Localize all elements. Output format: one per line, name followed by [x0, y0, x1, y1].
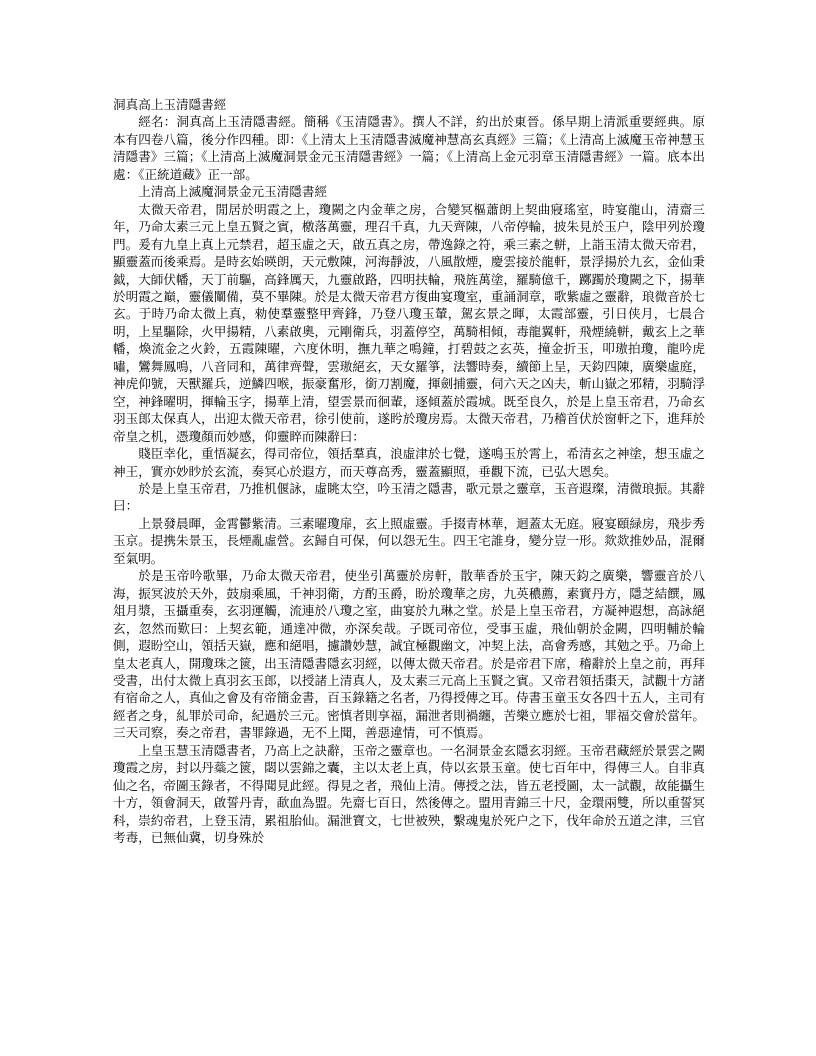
body-paragraph-3: 於是上皇玉帝君，乃推机偃詠，虛眺太空，吟玉清之隱書，歌元景之靈章，玉音遐璨，清微琅振。其辭曰：	[113, 480, 705, 514]
bibliographic-note-paragraph: 經名：洞真高上玉清隱書經。簡稱《玉清隱書》。撰人不詳，約出於東晉。係早期上清派重要經典。原本有四卷八篇，後分作四種。即：《上清太上玉清隱書滅魔神慧高玄真經》三篇；《上清高上滅魔玉帝神慧玉清隱書》三篇；《上清高上滅魔洞景金元玉清隱書經》一篇；《上清高上金元羽章玉清隱書經》一篇。底本出處：《正統道藏》正一部。	[113, 114, 705, 182]
body-paragraph-2: 賤臣幸化，重悟凝玄，得司帝位，領括羣真，浪虛津於七覺，遂鳴玉於霄上，希清玄之神塗，想玉虛之神王，實亦妙眇於玄流，奏冥心於遐方，而天尊高秀，靈蓋顯照，垂觀下流，已弘大恩矣。	[113, 446, 705, 479]
section-heading: 上清高上滅魔洞景金元玉清隱書經	[138, 184, 328, 200]
body-paragraph-5: 上皇玉慧玉清隱書者，乃高上之訣辭，玉帝之靈章也。一名洞景金玄隱玄羽經。玉帝君藏經於景雲之闕瓊霞之房，封以丹蘂之篋，閟以雲錦之囊，主以太老上真，侍以玄景玉童。使七百年中，得傳三人。自非真仙之名，帝圖玉錄者，不得聞見此經。得見之者，飛仙上清。傳授之法，皆五老授圖，太一試觀，故能攝生十方，領會洞天，啟誓丹青，歃血為盟。先齋七百日，然後傳之。盟用青錦三十尺，金環兩雙，所以重誓冥科，崇約帝君，上登玉清，累祖胎仙。漏泄寶文，七世被殃，繫魂鬼於死户之下，伐年命於五道之津，三官考毒，已無仙冀，切身殊於	[113, 742, 705, 846]
body-paragraph-1: 太微天帝君，閒居於明霞之上，瓊闕之内金華之房，合變冥樞蕭朗上契曲寢瑤室，時宴龍山，清齋三年，乃命太素三元上皇五賢之賓，檄落萬靈，理召千真，九天齊陳，八帝停輪，披朱見於玉户，陰甲列於瓊門。爰有九皇上真上元禁君，超玉虛之天，啟五真之房，帶逸錄之符，乘三素之軿，上詣玉清太微天帝君，顯靈蓋而後乘焉。是時玄始暎朗，天元敷陳，河海靜波，八風散煙，慶雲接於龍軒，景浮揚於九玄，金仙秉鉞，大師伏幡，天丁前驅，高鋒厲天，九靈啟路，四明扶輪，飛旌萬塗，羅騎億千，躑躅於瓊闕之下，揚華於明霞之巔，靈儀闡備，莫不畢陳。於是太微天帝君方復曲宴瓊室，重誦洞章，歌紫虛之靈辭，琅微音於七玄。于時乃命太微上真，勑使羣靈整甲齊鋒，乃登八瓊玉輦，駕玄景之暉，太霞部靈，引日侠月，七晨合明，上星驅除，火甲揚精，八素啟奧，元剛衛兵，羽蓋停空，萬騎相傾，毒龍翼軒，飛煙繞軿，戴玄上之華幡，煥流金之火鈴，五霞陳曜，六度休明，撫九華之鳴鐘，打碧鼓之玄英，撞金折玉，叩璈拍瓊，龍吟虎嘯，鸞舞鳳鳴，八音同和，萬律齊聲，雲璈絕玄，天女羅箏，法響時奏，續節上呈，天鈞四陳，廣樂虛庭，神虎仰號，天獸羅兵，逆鱗四喉，振豪奮形，銜刀割魔，揮劍捕靈，伺六天之凶夫，斬山嶽之邪精，羽騎浮空，神鋒曜明，揮輪玉字，揚華上清，望雲景而徊輩，逐傾蓋於霞城。既至良久，於是上皇玉帝君，乃命玄羽玉郎太保真人，出迎太微天帝君，徐引使前，遂盻於瓊房焉。太微天帝君，乃稽首伏於窗軒之下，進拜於帝皇之机，憑瓊顏而妙感，仰靈睟而陳辭曰：	[113, 201, 705, 444]
verse-paragraph: 上景發晨暉，金霄鬱紫清。三素曜瓊扉，玄上照虛靈。手掇青林華，迴蓋太无庭。寢宴頤緑房，飛步秀玉京。提携朱景玉，長煙亂虛營。玄歸自可保，何以怨无生。四王宅誰身，變分豈一形。欻欻推妙品，混爾至氣明。	[113, 515, 705, 566]
document-text-body	[113, 96, 705, 846]
body-paragraph-4: 於是玉帝吟歌畢，乃命太微天帝君，使坐引萬靈於房軒，散華香於玉宇，陳天鈞之廣樂，響靈音於八海，振冥波於天外，鼓扇乘風，千神羽衛，方酌玉爵，盼於瓊華之房，九英穠薦，素實丹方，隱芝結饌，鳳俎月漿，玉攝重奏，玄羽運觸，流連於八瓊之室，曲宴於九琳之堂。於是上皇玉帝君，方凝神遐想，高詠絕玄，忽然而歎曰：上契玄範，通達冲微，亦深矣哉。子既司帝位，受事玉虛，飛仙朝於金闕，四明輔於輪側，遐盼空山，領括天嶽，應和絕唱，攄讚妙慧，誠宜極觀幽文，冲契上法，高會秀感，其勉之乎。乃命上皇太老真人，開瓊珠之篋，出玉清隱書隱玄羽經，以傳太微天帝君。於是帝君下席，稽辭於上皇之前，再拜受書，出付太微上真羽玄玉郎，以授諸上清真人，及太素三元高上玉賢之賓。又帝君領括棗天，試觀十方諸有宿命之人，真仙之會及有帝簡金書，百玉錄籍之名者，乃得授傳之耳。侍書玉童玉女各四十五人，主司有經者之身，糺罪於司命，紀過於三元。密慎者則享福，漏泄者則禍纏，苦樂立應於七祖，罪福交會於當年。三天司察，奏之帝君，書罪錄過，无不上聞，善惡違情，可不慎焉。	[113, 568, 705, 741]
document-title-heading: 洞真高上玉清隱書經	[113, 97, 227, 112]
